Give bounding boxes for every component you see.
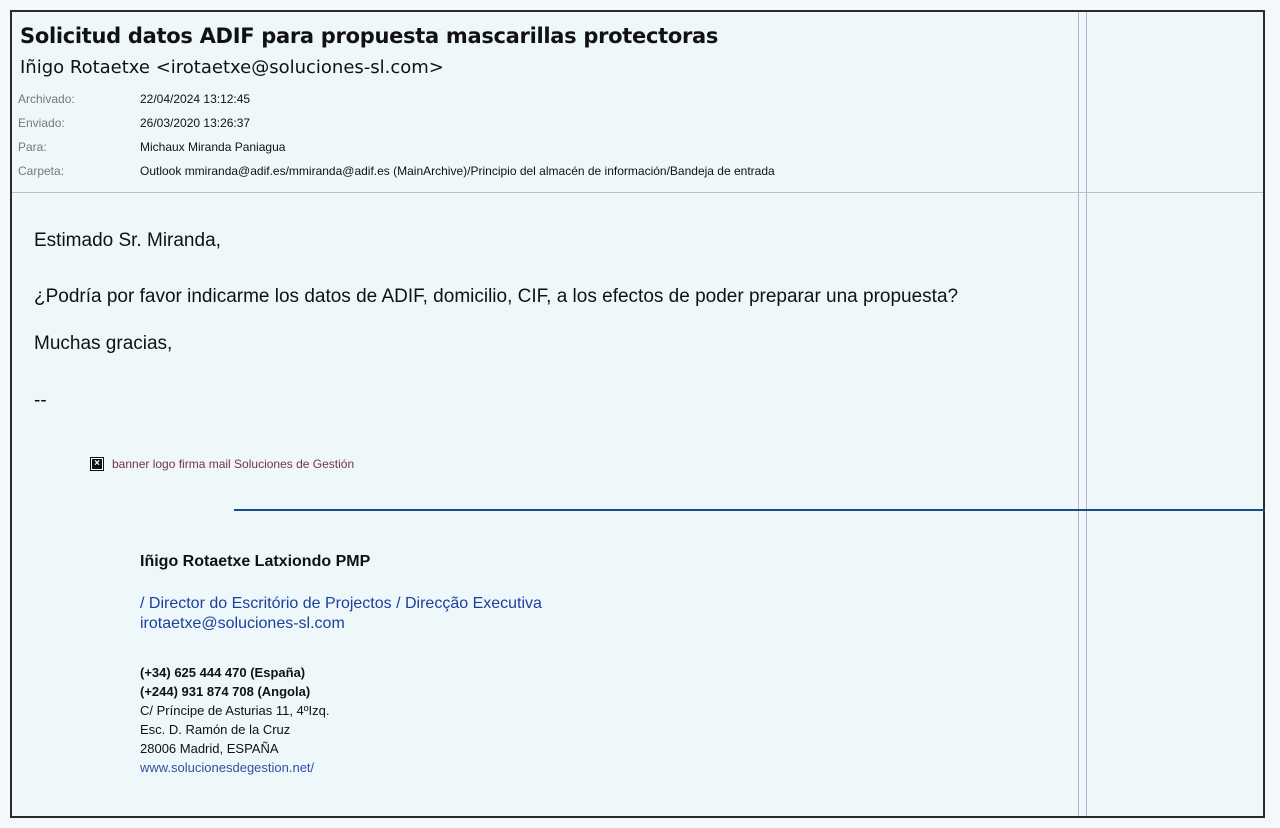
signature-divider (234, 509, 1265, 511)
signature-phone-spain: (+34) 625 444 470 (España) (140, 665, 306, 680)
body-greeting: Estimado Sr. Miranda, (34, 230, 221, 251)
signature-banner[interactable] (90, 454, 354, 474)
body-thanks: Muchas gracias, (34, 333, 173, 354)
signature-phone-angola: (+244) 931 874 708 (Angola) (140, 684, 311, 699)
signature-address-line-1: C/ Príncipe de Asturias 11, 4ºIzq. (140, 703, 330, 718)
email-header (12, 12, 1263, 193)
signature-website-link[interactable]: www.solucionesdegestion.net/ (140, 760, 315, 775)
meta-label: Carpeta: (18, 164, 65, 178)
email-subject: Solicitud datos ADIF para propuesta mascarillas protectoras (20, 24, 719, 48)
meta-value: Outlook mmiranda@adif.es/mmiranda@adif.es (MainArchive)/Principio del almacén de información/Bandeja de entrada (140, 164, 775, 178)
signature-role: / Director do Escritório de Projectos / Direcção Executiva (140, 595, 542, 612)
signature-separator: -- (34, 390, 47, 411)
broken-image-icon: × (90, 457, 104, 471)
signature-name: Iñigo Rotaetxe Latxiondo PMP (140, 553, 371, 570)
signature-address-line-3: 28006 Madrid, ESPAÑA (140, 741, 279, 756)
signature-address-line-2: Esc. D. Ramón de la Cruz (140, 722, 291, 737)
meta-value: 26/03/2020 13:26:37 (140, 116, 251, 130)
meta-value: 22/04/2024 13:12:45 (140, 92, 251, 106)
email-message-frame (10, 10, 1265, 818)
meta-label: Para: (18, 140, 47, 154)
banner-alt-text: banner logo firma mail Soluciones de Gestión (112, 457, 355, 471)
meta-label: Archivado: (18, 92, 75, 106)
email-sender[interactable]: Iñigo Rotaetxe <irotaetxe@soluciones-sl.com> (20, 57, 444, 78)
body-question: ¿Podría por favor indicarme los datos de ADIF, domicilio, CIF, a los efectos de poder preparar una propuesta? (34, 286, 959, 307)
meta-label: Enviado: (18, 116, 65, 130)
signature-email-link[interactable]: irotaetxe@soluciones-sl.com (140, 615, 345, 632)
meta-value[interactable]: Michaux Miranda Paniagua (140, 140, 286, 154)
